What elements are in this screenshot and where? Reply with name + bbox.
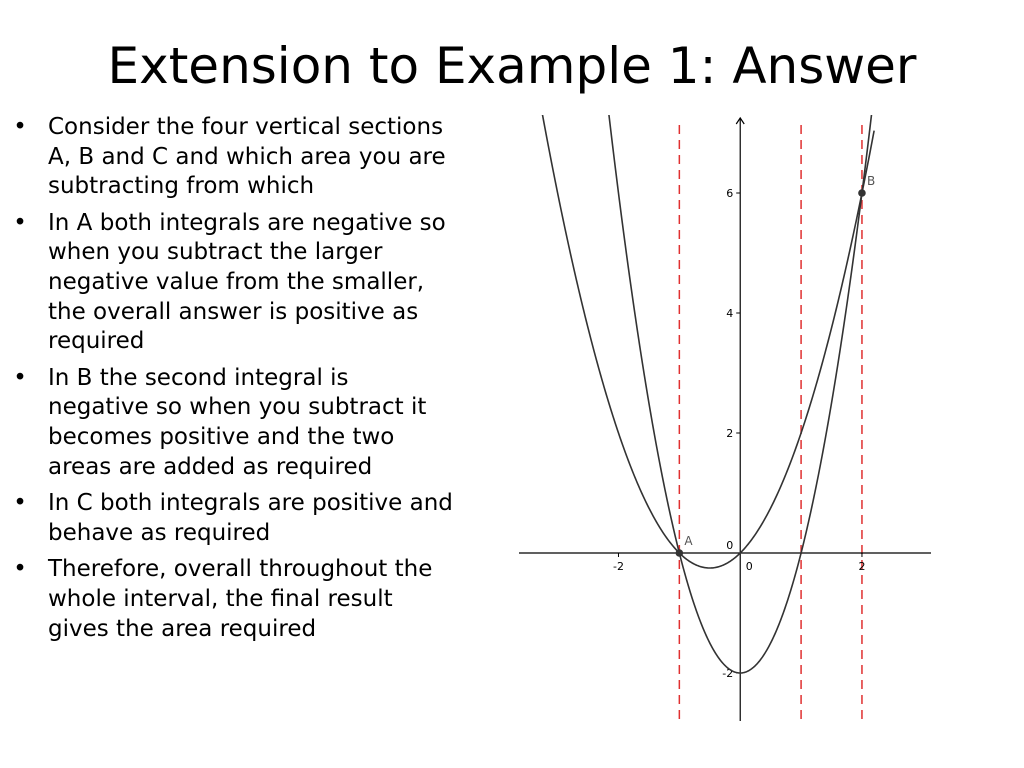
bullet-text: In B the second integral is negative so when you subtract it becomes positive and the two areas are added as required — [48, 364, 427, 480]
x-tick-label: -2 — [612, 560, 624, 573]
bullet-dot-icon: • — [13, 114, 27, 140]
bullet-text: Therefore, overall throughout the whole interval, the final result gives the area required — [48, 556, 433, 642]
bullet-dot-icon: • — [13, 490, 27, 517]
point-label: B — [866, 174, 876, 188]
parabola-curve — [539, 115, 874, 568]
bullet-item — [10, 113, 455, 202]
x-tick-label: 2 — [858, 560, 866, 573]
y-tick-label: -2 — [722, 667, 734, 680]
intersection-point — [858, 189, 866, 197]
y-tick-label: 2 — [726, 427, 734, 440]
dashed-lines-layer — [679, 125, 862, 721]
bullet-item — [10, 555, 455, 644]
bullet-text: Consider the four vertical sections A, B and C and which area you are subtracting from which — [48, 114, 446, 200]
bullet-item — [10, 209, 455, 357]
bullet-item — [10, 364, 455, 482]
bullet-text: In A both integrals are negative so when you subtract the larger negative value from the smaller, the overall answer is positive as required — [48, 209, 446, 355]
parabola-curve — [606, 115, 877, 673]
bullet-dot-icon: • — [13, 556, 27, 583]
point-label: A — [684, 534, 693, 548]
curves-layer — [539, 115, 877, 673]
slide-title: Extension to Example 1: Answer — [107, 37, 917, 95]
intersection-point — [676, 549, 684, 557]
bullet-list — [10, 113, 455, 651]
bullet-dot-icon: • — [13, 209, 27, 236]
x-tick-label: 0 — [745, 560, 753, 573]
function-graph — [515, 115, 935, 721]
bullet-dot-icon: • — [13, 364, 27, 391]
axes-layer — [519, 118, 931, 721]
y-tick-label: 0 — [726, 539, 734, 552]
bullet-item — [10, 489, 455, 548]
bullet-text: In C both integrals are positive and behave as required — [48, 490, 453, 546]
y-tick-label: 4 — [726, 307, 734, 320]
y-tick-label: 6 — [726, 187, 734, 200]
